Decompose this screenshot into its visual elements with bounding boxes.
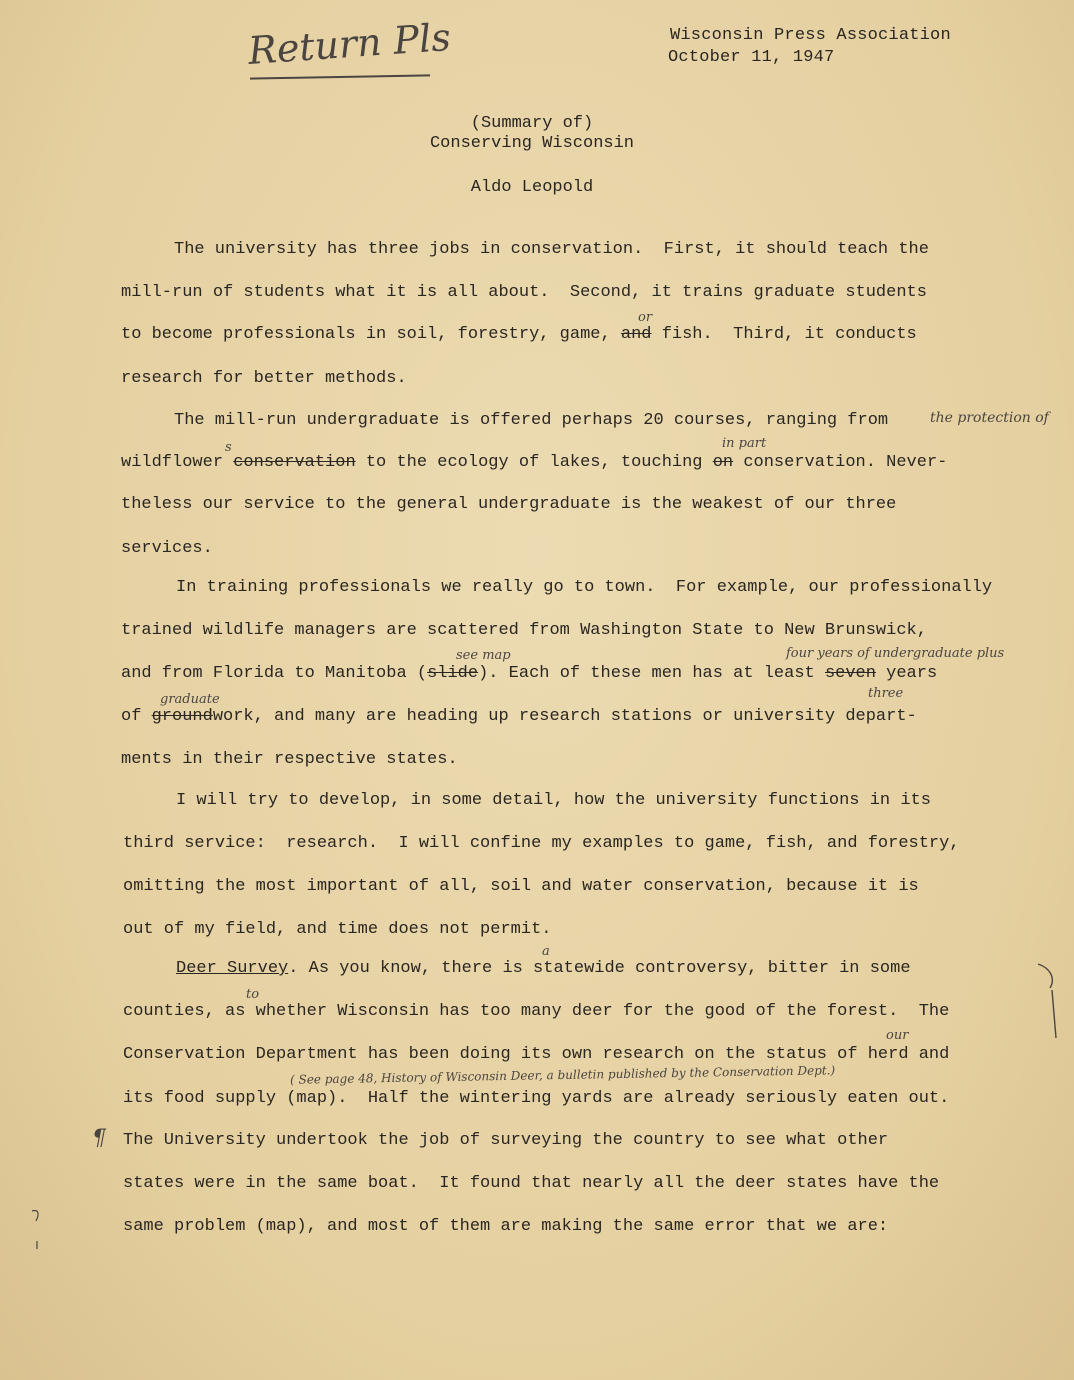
annotation-or: or [638, 310, 653, 325]
handwritten-return-note: Return Pls [246, 14, 453, 74]
body-line: research for better methods. [121, 369, 407, 388]
annotation-our: our [886, 1028, 909, 1043]
body-line: The mill-run undergraduate is offered perhaps 20 courses, ranging from [174, 411, 889, 430]
margin-tick-icon [28, 1205, 48, 1255]
struck-word: slide [427, 664, 479, 683]
annotation-three: three [868, 686, 904, 701]
deer-survey-heading: Deer Survey [176, 959, 289, 978]
annotation-graduate: graduate [160, 692, 220, 707]
annotation-see-map: see map [456, 648, 511, 663]
body-line: The university has three jobs in conservation. First, it should teach the [174, 240, 929, 259]
margin-scribble-icon [1030, 958, 1074, 1048]
body-line: its food supply (map). Half the wintering yards are already seriously eaten out. [123, 1089, 950, 1108]
document-title: Conserving Wisconsin [429, 134, 635, 153]
struck-word: conservation [233, 453, 356, 472]
body-line: services. [121, 539, 213, 558]
body-line: to become professionals in soil, forestry, game, and fish. Third, it conducts [121, 325, 917, 344]
struck-word: seven [824, 664, 876, 683]
body-line: same problem (map), and most of them are making the same error that we are: [123, 1217, 889, 1236]
body-line: states were in the same boat. It found that nearly all the deer states have the [123, 1174, 940, 1193]
annotation-four-years: four years of undergraduate plus [786, 646, 1005, 661]
body-line: trained wildlife managers are scattered from Washington State to New Brunswick, [121, 621, 927, 640]
body-line: ments in their respective states. [121, 750, 458, 769]
body-line: I will try to develop, in some detail, how the university functions in its [176, 791, 931, 810]
paragraph-mark-icon: ¶ [92, 1126, 106, 1151]
body-line: of groundwork, and many are heading up research stations or university depart- [121, 707, 917, 726]
handwritten-underline [250, 74, 430, 79]
body-line: wildflower conservation to the ecology of lakes, touching on conservation. Never- [121, 453, 948, 472]
header-date: October 11, 1947 [668, 48, 835, 67]
body-line: theless our service to the general undergraduate is the weakest of our three [121, 495, 897, 514]
annotation-to: to [246, 987, 260, 1002]
body-line: Conservation Department has been doing its own research on the status of herd and [123, 1045, 950, 1064]
body-line: counties, as whether Wisconsin has too many deer for the good of the forest. The [123, 1002, 950, 1021]
body-line: The University undertook the job of surveying the country to see what other [123, 1131, 889, 1150]
document-author: Aldo Leopold [470, 178, 594, 197]
summary-label: (Summary of) [470, 114, 594, 133]
body-line: third service: research. I will confine my examples to game, fish, and forestry, [123, 834, 960, 853]
struck-word: on [712, 453, 734, 472]
body-line: mill-run of students what it is all about. Second, it trains graduate students [121, 283, 927, 302]
body-line: and from Florida to Manitoba (slide). Each of these men has at least seven years [121, 664, 938, 683]
annotation-s: s [225, 440, 232, 455]
header-organization: Wisconsin Press Association [670, 26, 951, 45]
annotation-protection: the protection of [930, 410, 1049, 426]
annotation-a: a [542, 944, 550, 959]
annotation-in-part: in part [722, 436, 767, 451]
body-line: Deer Survey. As you know, there is statewide controversy, bitter in some [176, 959, 911, 978]
body-line: out of my field, and time does not permit. [123, 920, 552, 939]
struck-word: ground [151, 707, 213, 726]
annotation-see-page: ( See page 48, History of Wisconsin Deer, a bulletin published by the Conservation Dept.) [289, 1063, 836, 1087]
struck-word: and [620, 325, 652, 344]
body-line: omitting the most important of all, soil and water conservation, because it is [123, 877, 919, 896]
body-line: In training professionals we really go to town. For example, our professionally [176, 578, 993, 597]
